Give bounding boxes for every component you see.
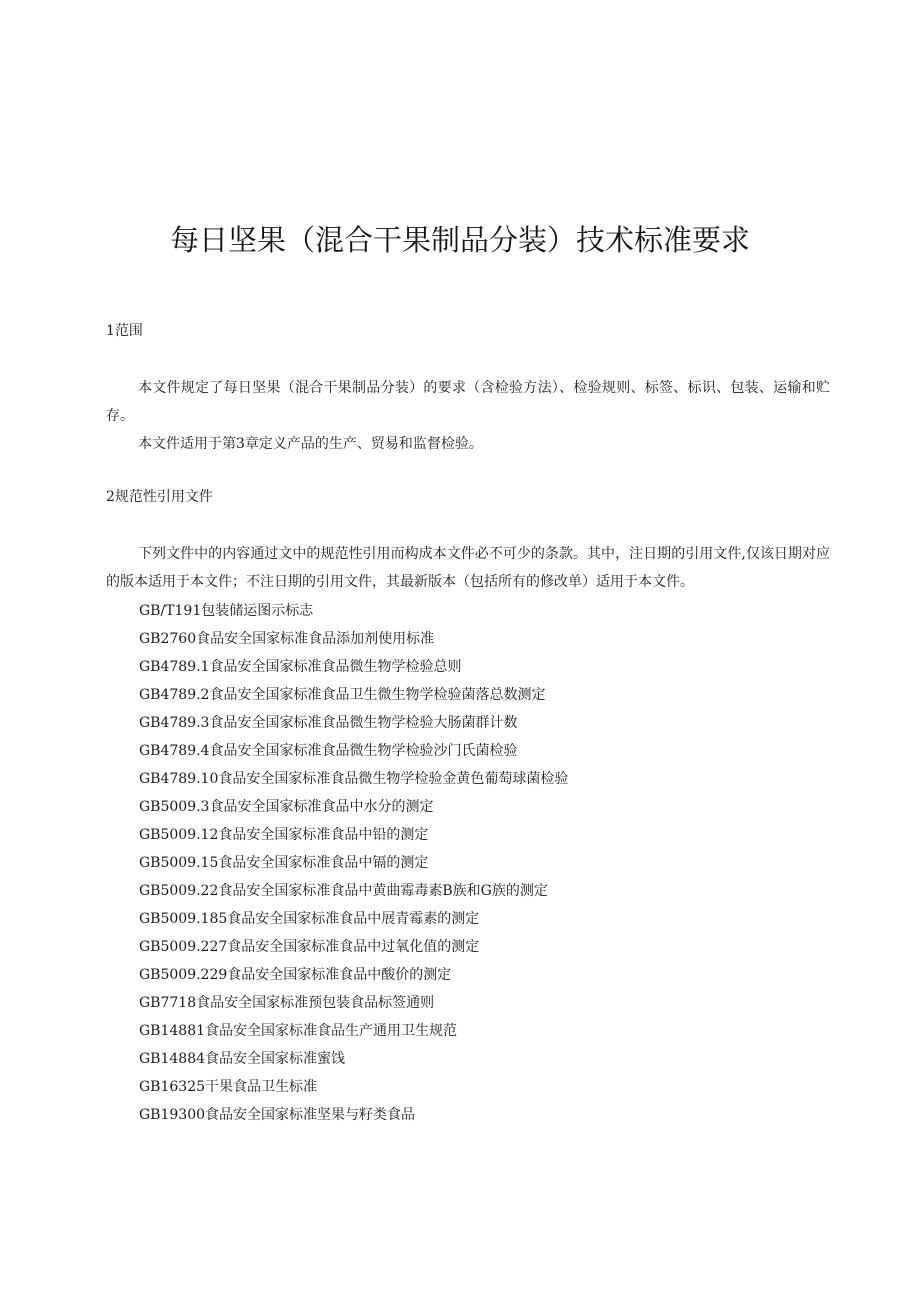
reference-item: GB5009.15食品安全国家标准食品中镉的测定 [139,855,429,871]
reference-item: GB16325干果食品卫生标准 [139,1079,318,1095]
reference-item: GB14881食品安全国家标准食品生产通用卫生规范 [139,1023,458,1039]
reference-item: GB5009.12食品安全国家标准食品中铅的测定 [139,827,429,843]
scope-paragraph-1: 本文件规定了每日坚果（混合干果制品分装）的要求（含检验方法）、检验规则、标签、标识、包装、运输和贮存。 [106,380,830,424]
reference-item: GB19300食品安全国家标准坚果与籽类食品 [139,1107,416,1123]
reference-item: GB7718食品安全国家标准预包装食品标签通则 [139,995,435,1011]
reference-item: GB14884食品安全国家标准蜜饯 [139,1051,346,1067]
reference-item: GB/T191包装储运图示标志 [139,603,314,619]
reference-item: GB4789.1食品安全国家标准食品微生物学检验总则 [139,659,462,675]
reference-item: GB5009.3食品安全国家标准食品中水分的测定 [139,799,434,815]
reference-item: GB2760食品安全国家标准食品添加剂使用标准 [139,631,435,647]
section-heading-scope: 1范围 [106,323,143,339]
reference-item: GB5009.185食品安全国家标准食品中展青霉素的测定 [139,911,480,927]
reference-item: GB5009.22食品安全国家标准食品中黄曲霉毒素B族和G族的测定 [139,883,548,899]
section-heading-normative-references: 2规范性引用文件 [106,489,213,505]
reference-item: GB5009.229食品安全国家标准食品中酸价的测定 [139,967,452,983]
reference-item: GB4789.10食品安全国家标准食品微生物学检验金黄色葡萄球菌检验 [139,771,569,787]
reference-item: GB4789.2食品安全国家标准食品卫生微生物学检验菌落总数测定 [139,687,546,703]
reference-item: GB5009.227食品安全国家标准食品中过氧化值的测定 [139,939,480,955]
reference-item: GB4789.3食品安全国家标准食品微生物学检验大肠菌群计数 [139,715,518,731]
reference-list [139,597,568,1129]
scope-paragraph-2: 本文件适用于第3章定义产品的生产、贸易和监督检验。 [138,436,483,452]
document-title: 每日坚果（混合干果制品分装）技术标准要求 [169,223,750,257]
reference-item: GB4789.4食品安全国家标准食品微生物学检验沙门氏菌检验 [139,743,518,759]
references-intro-paragraph: 下列文件中的内容通过文中的规范性引用而构成本文件必不可少的条款。其中，注日期的引用文件,仅该日期对应的版本适用于本文件；不注日期的引用文件，其最新版本（包括所有的修改单）适用于本文件。 [106,546,830,590]
